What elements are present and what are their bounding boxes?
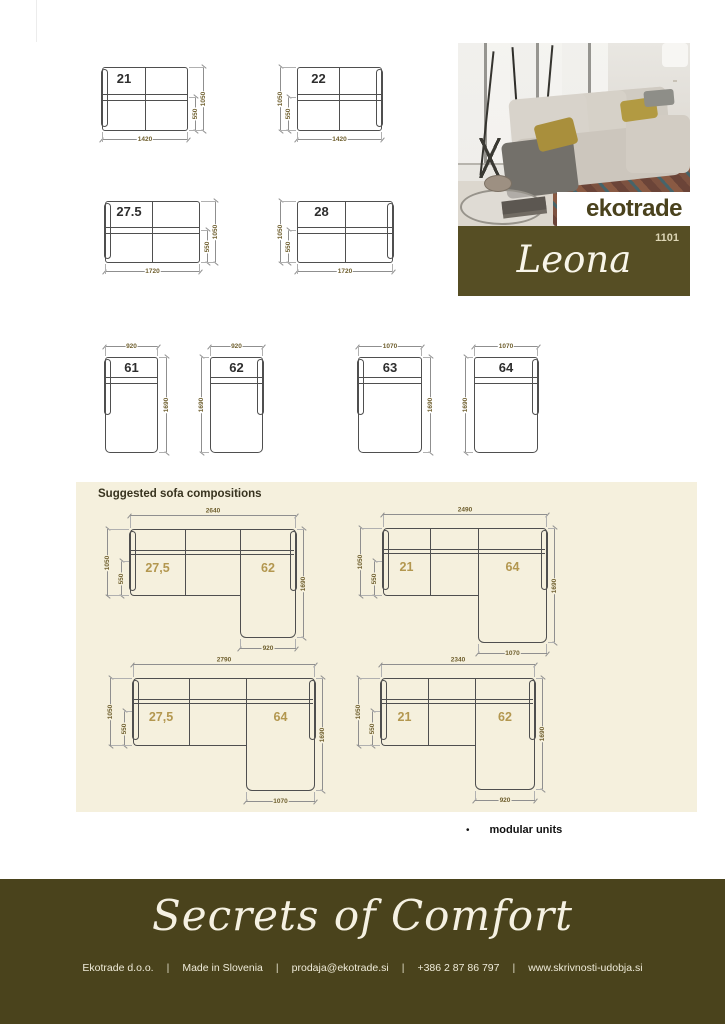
- chaise-outline: [478, 528, 547, 643]
- extension-line: [314, 792, 315, 801]
- seat-front-line: [382, 703, 533, 704]
- module-number: 62: [229, 360, 244, 375]
- extension-line: [159, 452, 167, 453]
- extension-line: [280, 67, 296, 68]
- extension-line: [381, 132, 382, 142]
- extension-line: [130, 516, 131, 528]
- chaise-module-label: 64: [273, 710, 288, 724]
- extension-line: [201, 201, 216, 202]
- footer-company: Ekotrade d.o.o.: [82, 962, 154, 974]
- dim-total-width: 2640: [130, 515, 296, 516]
- extension-line: [423, 357, 431, 358]
- seat-front-line: [134, 703, 313, 704]
- extension-line: [262, 346, 263, 356]
- extension-line: [288, 97, 296, 98]
- chaise-diagram-61: [105, 342, 170, 453]
- armrest-left: [382, 530, 389, 590]
- seat-front-line: [106, 383, 157, 384]
- pillow-gray: [643, 89, 674, 108]
- extension-line: [189, 97, 196, 98]
- extension-line: [297, 132, 298, 142]
- separator: |: [512, 962, 516, 974]
- dim-width: 1720: [105, 271, 200, 272]
- separator: |: [275, 962, 279, 974]
- seat-front-line: [359, 383, 421, 384]
- extension-line: [474, 346, 475, 356]
- dim-depth: 1050: [358, 678, 359, 746]
- backrest-line: [106, 377, 157, 378]
- dim-chaise-width: 1070: [246, 801, 315, 802]
- extension-line: [297, 637, 304, 638]
- seat-front-line: [475, 383, 537, 384]
- module-number: 28: [314, 204, 329, 219]
- footer-email: prodaja@ekotrade.si: [291, 962, 389, 974]
- extension-line: [536, 678, 543, 679]
- extension-line: [383, 515, 384, 527]
- extension-line: [102, 132, 103, 142]
- dim-width: 1720: [297, 271, 393, 272]
- dim-seat-depth: 550: [372, 711, 373, 746]
- module-number: 64: [498, 360, 514, 375]
- extension-line: [201, 230, 208, 231]
- module-number: 21: [116, 71, 132, 86]
- backrest-line: [359, 377, 421, 378]
- left-module-label: 21: [397, 710, 412, 724]
- dim-seat-depth: 550: [374, 561, 375, 596]
- module-number: 63: [382, 360, 398, 375]
- extension-line: [288, 230, 296, 231]
- extension-line: [465, 452, 473, 453]
- scan-artifact-line: [36, 0, 37, 42]
- model-box: [458, 226, 690, 296]
- model-name: Leona: [516, 238, 632, 281]
- module-diagram-28: [276, 201, 393, 275]
- composition-2: [356, 506, 558, 657]
- extension-line: [121, 561, 129, 562]
- dim-total-width: 2790: [133, 664, 315, 665]
- module-diagram-27-5: [105, 201, 219, 275]
- extension-line: [295, 516, 296, 528]
- dim-seat-depth: 550: [124, 711, 125, 746]
- module-diagram-22: [276, 67, 382, 143]
- extension-line: [297, 529, 304, 530]
- extension-line: [108, 529, 129, 530]
- armrest-right: [387, 203, 394, 259]
- dim-chaise-length: 1690: [542, 678, 543, 790]
- extension-line: [105, 346, 106, 356]
- extension-line: [280, 262, 296, 263]
- extension-line: [201, 452, 209, 453]
- module-number: 61: [124, 360, 139, 375]
- chaise-module-label: 62: [498, 710, 512, 724]
- left-module-label: 27,5: [145, 561, 170, 575]
- dim-chaise-length: 1690: [303, 529, 304, 638]
- extension-line: [361, 528, 382, 529]
- dim-length: 1690: [166, 357, 167, 453]
- dim-depth: 1050: [360, 528, 361, 596]
- dim-depth: 1050: [280, 67, 281, 131]
- seat-front-line: [131, 554, 294, 555]
- extension-line: [189, 67, 204, 68]
- legend-label: modular units: [489, 824, 563, 836]
- sofa-chaise: [626, 115, 690, 173]
- armrest-right: [541, 530, 548, 590]
- extension-line: [297, 264, 298, 274]
- extension-line: [111, 678, 132, 679]
- armrest-right: [376, 69, 383, 127]
- left-module-label: 27,5: [148, 710, 174, 724]
- extension-line: [548, 642, 555, 643]
- extension-line: [108, 595, 129, 596]
- backrest-line: [131, 550, 294, 551]
- dim-width: 920: [210, 346, 263, 347]
- backrest-line: [384, 549, 545, 550]
- chaise-diagram-62: [197, 342, 263, 453]
- seat-divider-line: [345, 202, 346, 262]
- extension-line: [105, 264, 106, 274]
- dim-total-width: 2340: [381, 664, 535, 665]
- extension-line: [111, 745, 132, 746]
- dim-depth: 1050: [107, 529, 108, 596]
- extension-line: [189, 130, 204, 131]
- extension-line: [478, 644, 479, 653]
- extension-line: [316, 678, 323, 679]
- seat-front-line: [211, 383, 262, 384]
- extension-line: [246, 792, 247, 801]
- logo-band: [557, 192, 690, 226]
- composition-3: [106, 656, 326, 805]
- armrest-right: [309, 680, 316, 740]
- bullet-icon: •: [466, 824, 470, 836]
- module-diagram-21: [102, 67, 207, 143]
- extension-line: [314, 665, 315, 677]
- dim-length: 1690: [430, 357, 431, 453]
- extension-line: [316, 790, 323, 791]
- extension-line: [536, 789, 543, 790]
- extension-line: [465, 357, 473, 358]
- armrest-right: [529, 680, 536, 740]
- dim-length: 1690: [465, 357, 466, 453]
- chaise-outline: [240, 529, 296, 638]
- extension-line: [359, 745, 380, 746]
- separator: |: [166, 962, 170, 974]
- dim-seat-depth: 550: [288, 97, 289, 131]
- extension-line: [358, 346, 359, 356]
- armrest-left: [380, 680, 387, 740]
- extension-line: [361, 595, 382, 596]
- seat-divider-line: [428, 679, 429, 745]
- model-code: 1101: [655, 232, 679, 244]
- stool-tray: [484, 175, 512, 192]
- brand-logo: ekotrade: [585, 195, 682, 222]
- dim-chaise-width: 920: [475, 800, 535, 801]
- extension-line: [475, 791, 476, 800]
- extension-line: [133, 665, 134, 677]
- extension-line: [210, 346, 211, 356]
- legend-modular-units: [466, 824, 562, 836]
- seat-divider-line: [145, 68, 146, 130]
- dim-depth: 1050: [215, 201, 216, 263]
- extension-line: [423, 452, 431, 453]
- dim-width: 1420: [297, 139, 382, 140]
- extension-line: [534, 665, 535, 677]
- dim-seat-depth: 550: [207, 230, 208, 263]
- module-number: 22: [311, 71, 326, 86]
- extension-line: [240, 639, 241, 648]
- floor-lamp: [662, 43, 688, 67]
- composition-4: [354, 656, 546, 804]
- armrest-right: [290, 531, 297, 591]
- composition-1: [103, 507, 307, 652]
- dim-chaise-length: 1690: [322, 678, 323, 791]
- seat-front-line: [384, 553, 545, 554]
- seat-divider-line: [152, 202, 153, 262]
- chaise-module-label: 62: [261, 561, 275, 575]
- footer-slogan: Secrets of Comfort: [151, 891, 574, 940]
- dim-depth: 1050: [110, 678, 111, 746]
- extension-line: [359, 678, 380, 679]
- backrest-line: [211, 377, 262, 378]
- compositions-title: Suggested sofa compositions: [98, 488, 262, 500]
- extension-line: [392, 264, 393, 274]
- dim-width: 1070: [474, 346, 538, 347]
- dim-total-width: 2490: [383, 514, 547, 515]
- extension-line: [295, 639, 296, 648]
- extension-line: [201, 357, 209, 358]
- extension-line: [546, 644, 547, 653]
- armrest-left: [132, 680, 139, 740]
- backrest-line: [475, 377, 537, 378]
- extension-line: [374, 561, 382, 562]
- extension-line: [534, 791, 535, 800]
- chaise-module-label: 64: [505, 560, 520, 574]
- armrest-left: [129, 531, 136, 591]
- left-module-label: 21: [399, 560, 414, 574]
- chaise-outline: [475, 678, 535, 790]
- footer: [0, 879, 725, 1024]
- extension-line: [280, 130, 296, 131]
- footer-contact-line: [0, 962, 725, 974]
- footer-website: www.skrivnosti-udobja.si: [528, 962, 643, 974]
- dim-chaise-width: 1070: [478, 653, 547, 654]
- extension-line: [537, 346, 538, 356]
- dim-length: 1690: [201, 357, 202, 453]
- extension-line: [381, 665, 382, 677]
- extension-line: [421, 346, 422, 356]
- seat-divider-line: [339, 68, 340, 130]
- extension-line: [124, 711, 132, 712]
- footer-origin: Made in Slovenia: [182, 962, 263, 974]
- backrest-line: [382, 699, 533, 700]
- chaise-diagram-64: [461, 342, 538, 453]
- extension-line: [280, 201, 296, 202]
- dim-chaise-width: 920: [240, 648, 296, 649]
- footer-phone: +386 2 87 86 797: [417, 962, 500, 974]
- extension-line: [187, 132, 188, 142]
- dim-depth: 1050: [203, 67, 204, 131]
- separator: |: [401, 962, 405, 974]
- seat-divider-line: [189, 679, 190, 745]
- extension-line: [157, 346, 158, 356]
- chaise-diagram-63: [358, 342, 434, 453]
- extension-line: [548, 528, 555, 529]
- chaise-outline: [246, 678, 315, 791]
- backrest-line: [134, 699, 313, 700]
- extension-line: [159, 357, 167, 358]
- extension-line: [201, 262, 216, 263]
- extension-line: [199, 264, 200, 274]
- extension-line: [372, 711, 380, 712]
- dim-seat-depth: 550: [195, 97, 196, 131]
- module-number: 27.5: [116, 204, 142, 219]
- dim-chaise-length: 1690: [554, 528, 555, 643]
- dim-width: 1070: [358, 346, 422, 347]
- dim-depth: 1050: [280, 201, 281, 263]
- extension-line: [546, 515, 547, 527]
- dim-seat-depth: 550: [288, 230, 289, 263]
- dim-width: 920: [105, 346, 158, 347]
- dim-seat-depth: 550: [121, 561, 122, 596]
- seat-divider-line: [430, 529, 431, 595]
- seat-divider-line: [185, 530, 186, 595]
- dim-width: 1420: [102, 139, 188, 140]
